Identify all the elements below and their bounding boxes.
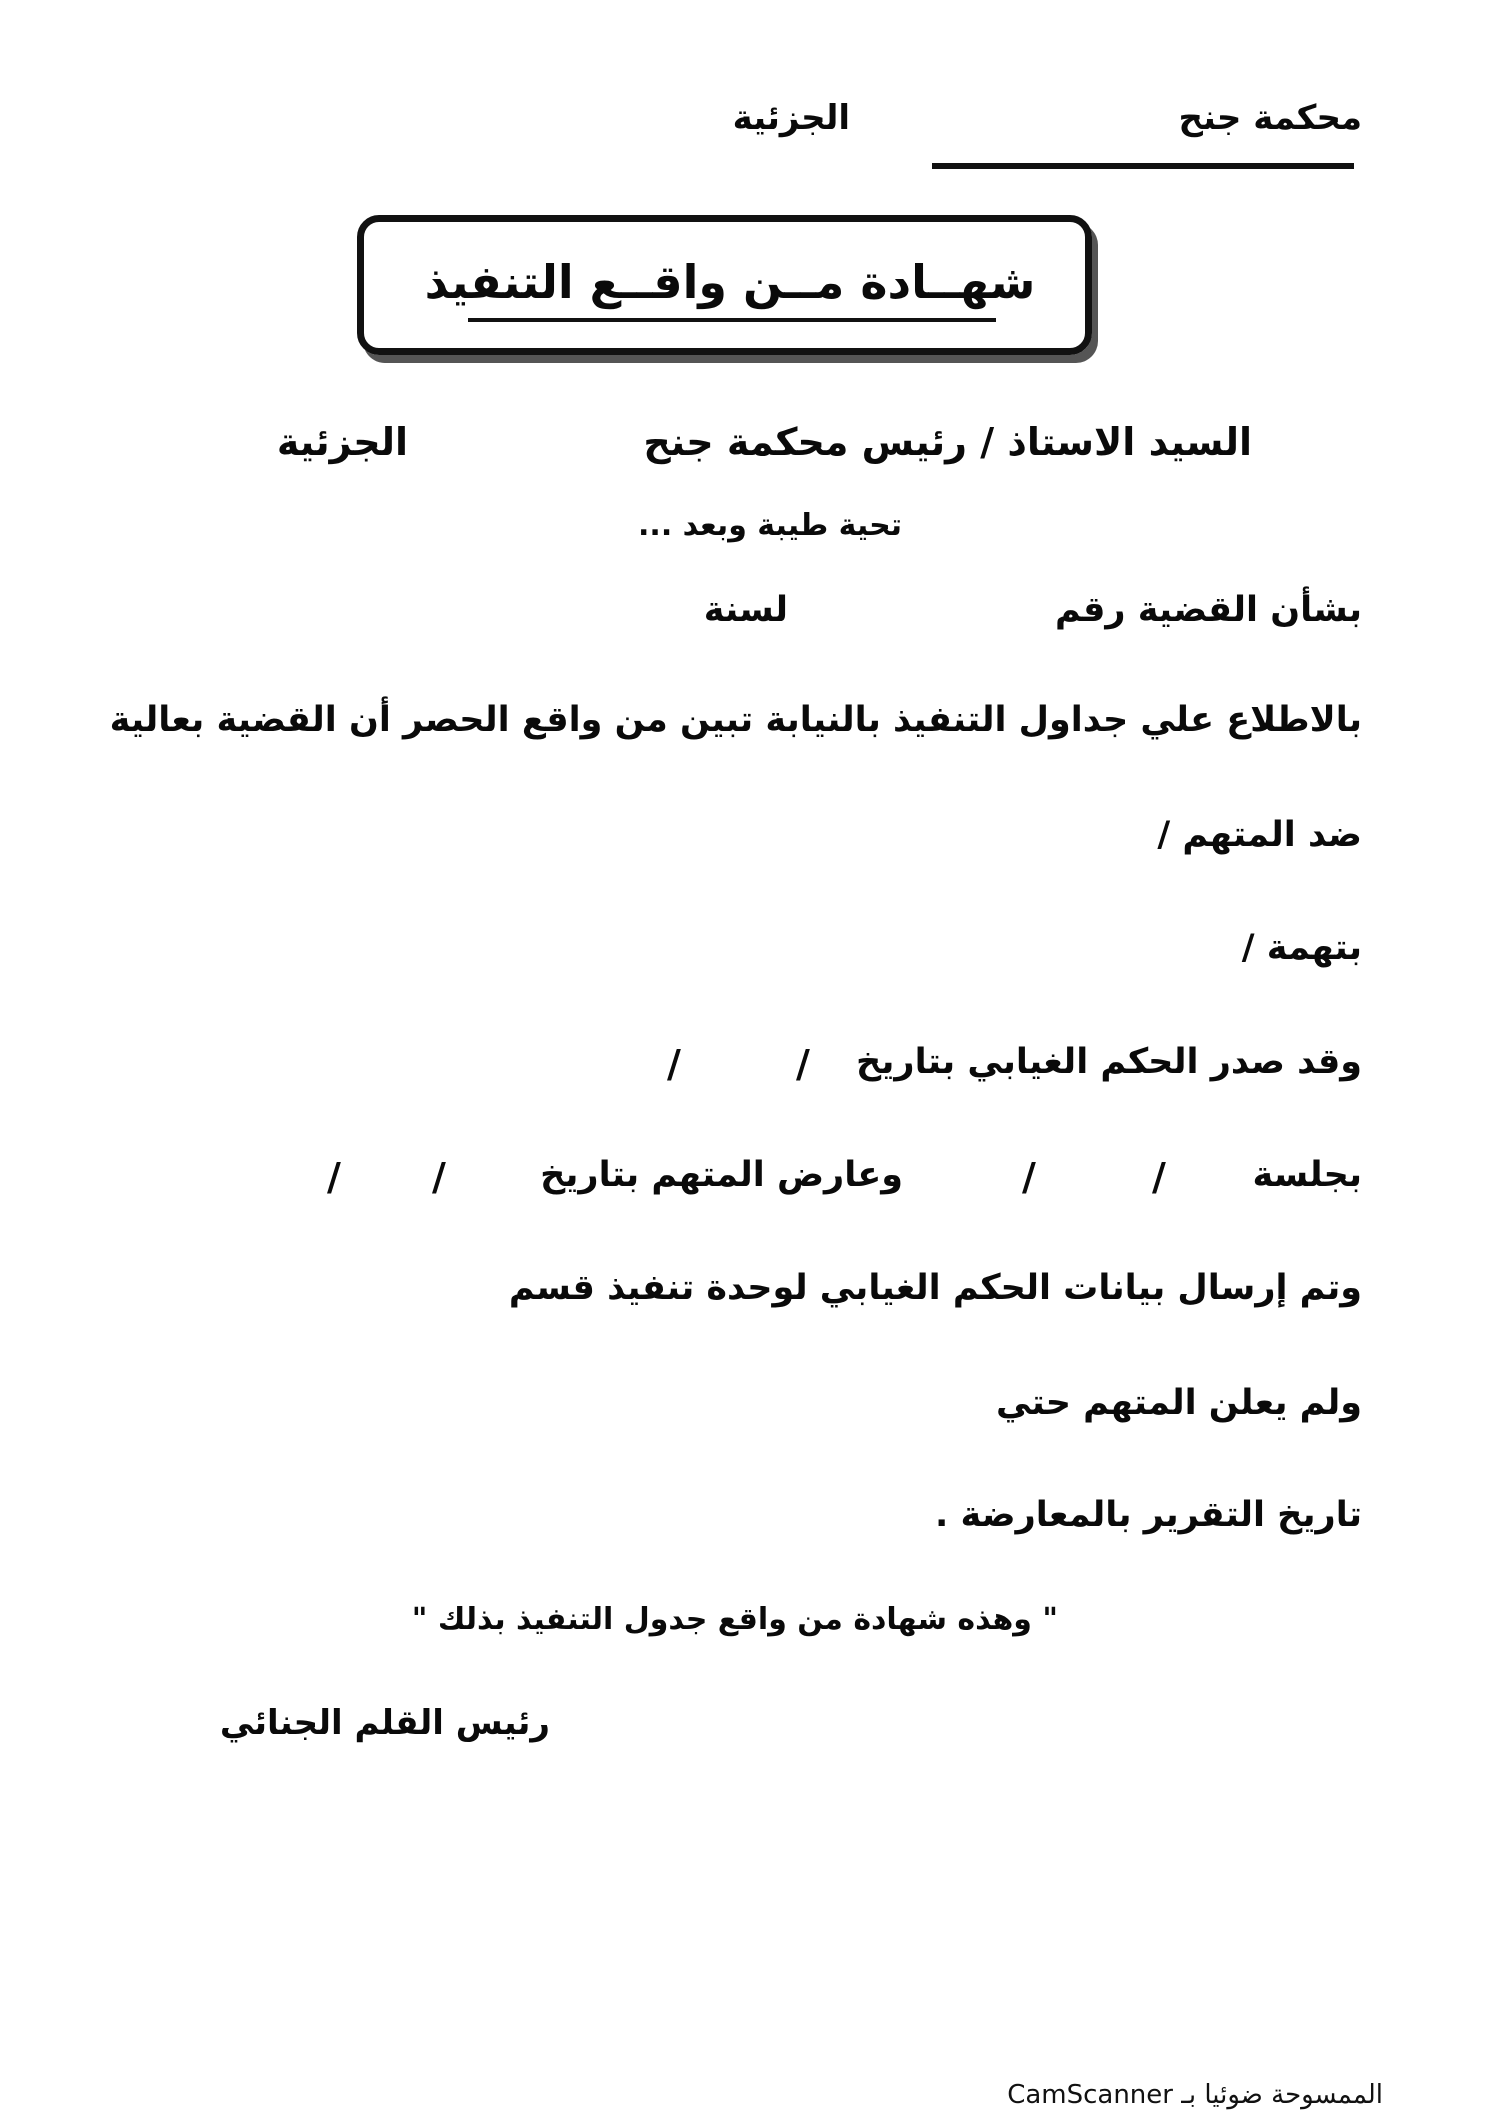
sent-to-unit-line: وتم إرسال بيانات الحكم الغيابي لوحدة تنفيذ قسم	[508, 1268, 1362, 1308]
ruling-date-line: وقد صدر الحكم الغيابي بتاريخ	[856, 1042, 1362, 1082]
date-separator: /	[327, 1155, 341, 1199]
date-separator: /	[432, 1155, 446, 1199]
date-separator: /	[796, 1042, 810, 1086]
scanner-footer: الممسوحة ضوئيا بـ CamScanner	[1007, 2080, 1383, 2110]
addressee: السيد الاستاذ / رئيس محكمة جنح	[643, 420, 1252, 464]
court-name-prefix: محكمة جنح	[1178, 98, 1362, 138]
greeting: تحية طيبة وبعد ...	[638, 508, 902, 543]
objection-label: وعارض المتهم بتاريخ	[540, 1155, 903, 1195]
date-separator: /	[1152, 1155, 1166, 1199]
document-title: شهــادة مــن واقــع التنفيذ	[424, 255, 1036, 309]
court-name-suffix: الجزئية	[732, 98, 850, 138]
review-statement: بالاطلاع علي جداول التنفيذ بالنيابة تبين من واقع الحصر أن القضية بعالية	[109, 700, 1362, 740]
addressee-suffix: الجزئية	[276, 420, 408, 464]
charge-line: بتهمة /	[1241, 928, 1362, 968]
date-separator: /	[667, 1042, 681, 1086]
case-number-line: بشأن القضية رقم	[1055, 590, 1362, 630]
date-separator: /	[1022, 1155, 1036, 1199]
session-label: بجلسة	[1252, 1155, 1362, 1195]
signature-title: رئيس القلم الجنائي	[219, 1703, 550, 1743]
accused-line: ضد المتهم /	[1157, 815, 1362, 855]
case-year-label: لسنة	[703, 590, 788, 630]
closing-statement: " وهذه شهادة من واقع جدول التنفيذ بذلك "	[411, 1602, 1058, 1637]
title-underline	[468, 318, 996, 322]
header-underline	[932, 163, 1354, 169]
notified-line: ولم يعلن المتهم حتي	[996, 1383, 1362, 1423]
opposition-date-line: تاريخ التقرير بالمعارضة .	[935, 1495, 1362, 1535]
